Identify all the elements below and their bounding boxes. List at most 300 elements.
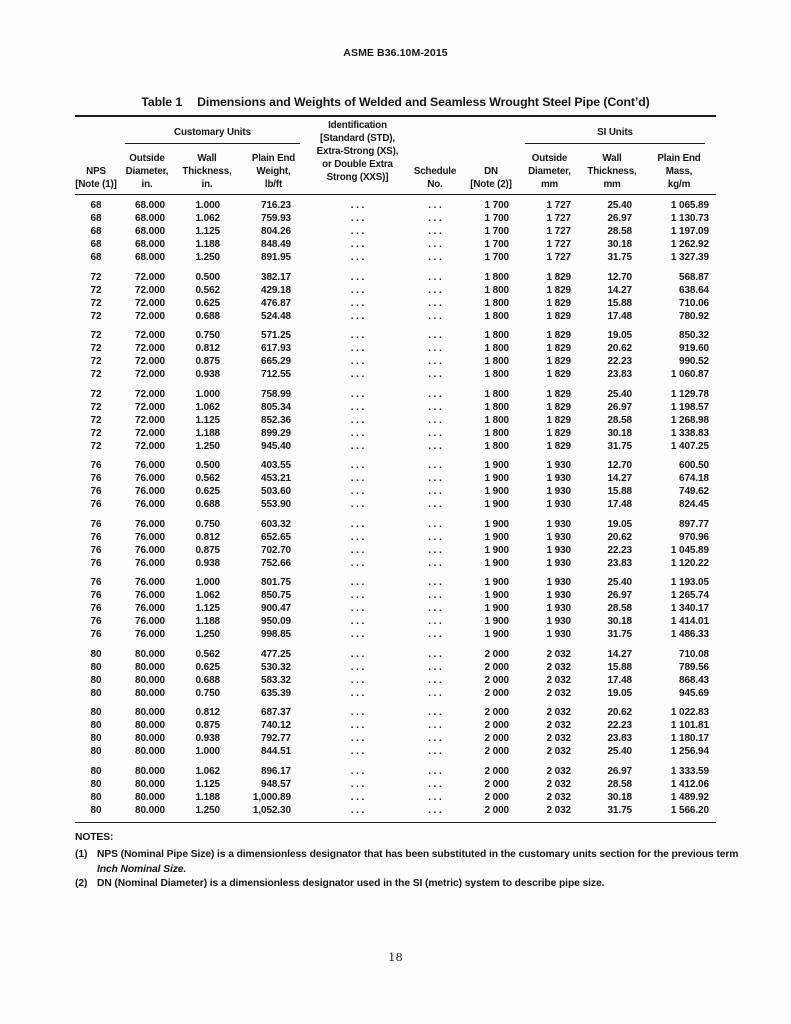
table-cell: 31.75 — [607, 440, 632, 452]
table-cell: 1 700 — [484, 226, 509, 238]
table-row — [75, 719, 716, 732]
header-dn: DN [Note (2)] — [470, 166, 512, 191]
table-cell: 30.18 — [607, 427, 632, 439]
table-cell: 503.60 — [261, 486, 291, 498]
table-cell: 1 930 — [546, 557, 571, 569]
header-wall-in: Wall Thickness, in. — [182, 153, 232, 191]
table-row — [75, 498, 716, 511]
table-cell: 674.18 — [679, 473, 709, 485]
table-cell: 22.23 — [607, 356, 632, 368]
table-cell: . . . — [350, 440, 365, 452]
table-cell: 1 930 — [546, 486, 571, 498]
table-cell: 1 340.17 — [670, 603, 709, 615]
table-cell: 1 930 — [546, 629, 571, 641]
table-cell: 568.87 — [679, 271, 709, 283]
table-row — [75, 342, 716, 355]
table-cell: 740.12 — [261, 720, 291, 732]
table-cell: . . . — [428, 460, 442, 472]
table-cell: 76 — [90, 460, 102, 472]
table-cell: 844.51 — [261, 746, 291, 758]
table-cell: 453.21 — [261, 473, 291, 485]
table-cell: 1 900 — [484, 460, 509, 472]
table-cell: 600.50 — [679, 460, 709, 472]
table-cell: 2 032 — [546, 707, 571, 719]
table-cell: 1 333.59 — [670, 765, 709, 777]
table-cell: 1 800 — [484, 369, 509, 381]
table-cell: 1.188 — [195, 239, 220, 251]
table-cell: . . . — [350, 765, 365, 777]
table-cell: 1 829 — [546, 310, 571, 322]
header-weight-lbft: Plain End Weight, lb/ft — [251, 153, 296, 191]
table-row — [75, 427, 716, 440]
table-row — [75, 557, 716, 570]
table-cell: 710.06 — [679, 297, 709, 309]
table-cell: . . . — [350, 531, 365, 543]
table-cell: 2 000 — [484, 720, 509, 732]
table-cell: 72 — [90, 330, 102, 342]
table-cell: 1 930 — [546, 616, 571, 628]
table-cell: . . . — [428, 531, 442, 543]
table-cell: 68.000 — [135, 200, 165, 212]
table-cell: 72 — [90, 310, 102, 322]
table-cell: 1 486.33 — [670, 629, 709, 641]
table-cell: 31.75 — [607, 629, 632, 641]
table-cell: 72.000 — [135, 297, 165, 309]
table-cell: 72 — [90, 356, 102, 368]
table-cell: 0.500 — [195, 460, 220, 472]
table-row — [75, 355, 716, 368]
table-cell: 0.750 — [195, 687, 220, 699]
table-cell: 1 727 — [546, 252, 571, 264]
table-cell: 76.000 — [135, 531, 165, 543]
table-cell: 780.92 — [679, 310, 709, 322]
table-row — [75, 459, 716, 472]
table-cell: 2 000 — [484, 674, 509, 686]
table-row — [75, 687, 716, 700]
table-cell: 758.99 — [261, 388, 291, 400]
table-cell: 72.000 — [135, 388, 165, 400]
table-cell: 80 — [90, 765, 102, 777]
header-wall-mm: Wall Thickness, mm — [587, 153, 637, 191]
table-cell: 72 — [90, 414, 102, 426]
table-cell: . . . — [350, 473, 365, 485]
table-cell: 28.58 — [607, 778, 632, 790]
table-cell: 80 — [90, 687, 102, 699]
table-cell: 30.18 — [607, 616, 632, 628]
table-cell: 1 930 — [546, 544, 571, 556]
table-cell: 702.70 — [261, 544, 291, 556]
table-cell: 477.25 — [261, 648, 291, 660]
table-cell: 1.250 — [195, 252, 220, 264]
table-cell: 2 032 — [546, 778, 571, 790]
table-cell: 76.000 — [135, 518, 165, 530]
table-cell: 603.32 — [261, 518, 291, 530]
table-cell: 22.23 — [607, 544, 632, 556]
table-cell: 76.000 — [135, 473, 165, 485]
table-cell: 72.000 — [135, 271, 165, 283]
table-cell: 76 — [90, 557, 102, 569]
table-cell: 652.65 — [261, 531, 291, 543]
table-row — [75, 732, 716, 745]
table-cell: 1 829 — [546, 388, 571, 400]
table-cell: 2 032 — [546, 720, 571, 732]
table-cell: 2 000 — [484, 778, 509, 790]
table-cell: 80 — [90, 778, 102, 790]
table-cell: . . . — [428, 356, 442, 368]
table-cell: 76.000 — [135, 603, 165, 615]
table-cell: . . . — [350, 486, 365, 498]
table-cell: 1 930 — [546, 473, 571, 485]
table-cell: 1.000 — [195, 200, 220, 212]
table-cell: 31.75 — [607, 252, 632, 264]
table-cell: 403.55 — [261, 460, 291, 472]
table-cell: 850.32 — [679, 330, 709, 342]
table-cell: . . . — [428, 648, 442, 660]
table-cell: 76 — [90, 499, 102, 511]
table-cell: 789.56 — [679, 661, 709, 673]
table-cell: 638.64 — [679, 284, 709, 296]
table-cell: 1 129.78 — [670, 388, 709, 400]
table-cell: 752.66 — [261, 557, 291, 569]
table-cell: 1 800 — [484, 284, 509, 296]
table-cell: 12.70 — [607, 460, 632, 472]
table-cell: 26.97 — [607, 213, 632, 225]
table-row — [75, 414, 716, 427]
table-cell: 25.40 — [607, 200, 632, 212]
table-cell: 1 829 — [546, 284, 571, 296]
table-cell: 0.812 — [195, 531, 220, 543]
table-cell: 1 829 — [546, 356, 571, 368]
table-cell: 824.45 — [679, 499, 709, 511]
table-cell: 1 566.20 — [670, 804, 709, 816]
table-cell: . . . — [350, 369, 365, 381]
table-cell: 2 032 — [546, 687, 571, 699]
table-row — [75, 778, 716, 791]
table-cell: 68 — [90, 226, 102, 238]
table-cell: 17.48 — [607, 674, 632, 686]
table-cell: 72.000 — [135, 310, 165, 322]
table-row — [75, 271, 716, 284]
table-cell: 1 327.39 — [670, 252, 709, 264]
header-si-units: SI Units — [525, 126, 705, 144]
table-cell: 1 800 — [484, 343, 509, 355]
table-cell: 998.85 — [261, 629, 291, 641]
header-customary-units: Customary Units — [125, 126, 300, 144]
table-cell: 0.812 — [195, 707, 220, 719]
table-cell: 1 727 — [546, 239, 571, 251]
table-cell: 1 900 — [484, 499, 509, 511]
table-cell: . . . — [428, 746, 442, 758]
header-schedule: Schedule No. — [413, 166, 457, 191]
table-row — [75, 368, 716, 381]
table-cell: . . . — [428, 629, 442, 641]
table-cell: 1 407.25 — [670, 440, 709, 452]
table-cell: 850.75 — [261, 590, 291, 602]
table-cell: 1,000.89 — [252, 791, 291, 803]
table-cell: . . . — [350, 343, 365, 355]
table-cell: 76.000 — [135, 557, 165, 569]
table-cell: 1 338.83 — [670, 427, 709, 439]
table-cell: 0.938 — [195, 369, 220, 381]
table-cell: 72.000 — [135, 401, 165, 413]
table-cell: 72.000 — [135, 369, 165, 381]
table-cell: 716.23 — [261, 200, 291, 212]
table-cell: 1.188 — [195, 427, 220, 439]
table-cell: 15.88 — [607, 486, 632, 498]
table-row — [75, 297, 716, 310]
table-cell: 0.812 — [195, 343, 220, 355]
table-cell: 1 120.22 — [670, 557, 709, 569]
table-cell: 68 — [90, 200, 102, 212]
table-cell: . . . — [428, 252, 442, 264]
table-cell: 897.77 — [679, 518, 709, 530]
table-cell: 72.000 — [135, 343, 165, 355]
table-cell: 76 — [90, 518, 102, 530]
table-row — [75, 648, 716, 661]
table-cell: . . . — [428, 226, 442, 238]
table-cell: 0.750 — [195, 518, 220, 530]
table-cell: 23.83 — [607, 369, 632, 381]
header-mass-kgm: Plain End Mass, kg/m — [657, 153, 701, 191]
table-cell: 1 256.94 — [670, 746, 709, 758]
table-cell: 28.58 — [607, 414, 632, 426]
table-cell: 0.875 — [195, 356, 220, 368]
table-cell: 23.83 — [607, 557, 632, 569]
table-cell: 1 930 — [546, 577, 571, 589]
table-cell: 1.250 — [195, 629, 220, 641]
table-cell: 76 — [90, 473, 102, 485]
table-cell: 1 800 — [484, 271, 509, 283]
table-cell: 72.000 — [135, 330, 165, 342]
table-cell: 2 032 — [546, 746, 571, 758]
table-cell: 12.70 — [607, 271, 632, 283]
table-cell: 22.23 — [607, 720, 632, 732]
row-group — [75, 459, 716, 511]
table-cell: 0.750 — [195, 330, 220, 342]
table-cell: 0.688 — [195, 499, 220, 511]
table-row — [75, 329, 716, 342]
table-cell: 899.29 — [261, 427, 291, 439]
table-cell: 2 000 — [484, 733, 509, 745]
table-cell: 1 414.01 — [670, 616, 709, 628]
table-cell: 2 000 — [484, 791, 509, 803]
table-row — [75, 401, 716, 414]
table-cell: 2 000 — [484, 804, 509, 816]
table-row — [75, 674, 716, 687]
table-row — [75, 544, 716, 557]
table-cell: 1 829 — [546, 414, 571, 426]
table-cell: . . . — [350, 356, 365, 368]
table-cell: 852.36 — [261, 414, 291, 426]
table-cell: 72 — [90, 388, 102, 400]
table-cell: 30.18 — [607, 791, 632, 803]
header-od-mm: Outside Diameter, mm — [528, 153, 571, 191]
table-cell: 80.000 — [135, 661, 165, 673]
table-cell: 1.062 — [195, 765, 220, 777]
table-cell: . . . — [350, 577, 365, 589]
table-cell: . . . — [350, 460, 365, 472]
table-cell: 80 — [90, 661, 102, 673]
table-cell: 635.39 — [261, 687, 291, 699]
table-cell: 759.93 — [261, 213, 291, 225]
header-od-in: Outside Diameter, in. — [125, 153, 169, 191]
table-cell: 80 — [90, 707, 102, 719]
table-cell: 1 829 — [546, 401, 571, 413]
table-cell: . . . — [428, 297, 442, 309]
table-row — [75, 615, 716, 628]
table-cell: 1 727 — [546, 200, 571, 212]
table-cell: 80.000 — [135, 733, 165, 745]
table-cell: 2 000 — [484, 746, 509, 758]
table-cell: 68.000 — [135, 239, 165, 251]
table-cell: 1.125 — [195, 603, 220, 615]
table-cell: 1 045.89 — [670, 544, 709, 556]
table-cell: 1 930 — [546, 531, 571, 543]
table-cell: . . . — [350, 616, 365, 628]
table-cell: 0.625 — [195, 661, 220, 673]
table-cell: 76 — [90, 544, 102, 556]
table-cell: 2 000 — [484, 648, 509, 660]
table-row — [75, 602, 716, 615]
table-cell: 1 829 — [546, 330, 571, 342]
table-cell: 1 800 — [484, 414, 509, 426]
table-cell: . . . — [428, 518, 442, 530]
table-cell: . . . — [428, 674, 442, 686]
table-cell: . . . — [428, 707, 442, 719]
table-cell: 1 065.89 — [670, 200, 709, 212]
table-cell: 80.000 — [135, 674, 165, 686]
table-row — [75, 212, 716, 225]
table-cell: 1 900 — [484, 590, 509, 602]
table-cell: 948.57 — [261, 778, 291, 790]
table-cell: 990.52 — [679, 356, 709, 368]
table-cell: 14.27 — [607, 284, 632, 296]
table-cell: 805.34 — [261, 401, 291, 413]
table-cell: 68.000 — [135, 213, 165, 225]
table-cell: 2 032 — [546, 648, 571, 660]
table-cell: 0.625 — [195, 486, 220, 498]
table-cell: 0.875 — [195, 720, 220, 732]
table-cell: 80.000 — [135, 765, 165, 777]
table-cell: . . . — [428, 427, 442, 439]
table-cell: 530.32 — [261, 661, 291, 673]
table-cell: 1.125 — [195, 226, 220, 238]
table-cell: 0.938 — [195, 733, 220, 745]
table-cell: 1 829 — [546, 297, 571, 309]
table-cell: 687.37 — [261, 707, 291, 719]
table-cell: 76.000 — [135, 616, 165, 628]
table-cell: 801.75 — [261, 577, 291, 589]
table-cell: . . . — [350, 746, 365, 758]
table-cell: 72 — [90, 284, 102, 296]
table-header — [75, 117, 716, 195]
table-cell: 26.97 — [607, 401, 632, 413]
table-cell: 80 — [90, 804, 102, 816]
table-cell: . . . — [350, 687, 365, 699]
table-cell: 15.88 — [607, 297, 632, 309]
table-cell: 1 727 — [546, 213, 571, 225]
table-cell: 1 700 — [484, 252, 509, 264]
table-row — [75, 238, 716, 251]
table-cell: 1 197.09 — [670, 226, 709, 238]
table-cell: 76.000 — [135, 486, 165, 498]
table-cell: 1 022.83 — [670, 707, 709, 719]
table-cell: . . . — [428, 310, 442, 322]
row-group — [75, 199, 716, 264]
table-cell: . . . — [428, 720, 442, 732]
table-cell: 1 900 — [484, 629, 509, 641]
table-cell: 1 060.87 — [670, 369, 709, 381]
table-cell: 1 900 — [484, 544, 509, 556]
table-cell: 80 — [90, 746, 102, 758]
table-cell: 76.000 — [135, 499, 165, 511]
table-cell: 2 000 — [484, 687, 509, 699]
table-cell: 1 800 — [484, 427, 509, 439]
table-cell: 749.62 — [679, 486, 709, 498]
table-cell: 2 032 — [546, 804, 571, 816]
table-cell: . . . — [350, 629, 365, 641]
table-row — [75, 310, 716, 323]
table-row — [75, 251, 716, 264]
table-cell: 1 700 — [484, 200, 509, 212]
table-cell: 76 — [90, 531, 102, 543]
table-cell: 896.17 — [261, 765, 291, 777]
table-cell: . . . — [350, 778, 365, 790]
table-cell: 945.69 — [679, 687, 709, 699]
table-cell: 17.48 — [607, 310, 632, 322]
table-cell: 1 800 — [484, 440, 509, 452]
table-row — [75, 225, 716, 238]
table-cell: 1 193.05 — [670, 577, 709, 589]
row-group — [75, 706, 716, 758]
table-cell: 1 101.81 — [670, 720, 709, 732]
table-cell: 891.95 — [261, 252, 291, 264]
table-row — [75, 706, 716, 719]
table-cell: 20.62 — [607, 531, 632, 543]
note-1-number: (1) — [75, 849, 88, 860]
table-cell: . . . — [350, 674, 365, 686]
header-identification: Identification [Standard (STD), Extra-Strong (XS), or Double Extra Strong (XXS)] — [316, 120, 399, 184]
table-cell: 617.93 — [261, 343, 291, 355]
table-cell: . . . — [350, 804, 365, 816]
table-row — [75, 485, 716, 498]
table-cell: 28.58 — [607, 603, 632, 615]
table-cell: 1.188 — [195, 791, 220, 803]
table-cell: 868.43 — [679, 674, 709, 686]
table-cell: 1 800 — [484, 310, 509, 322]
table-cell: . . . — [350, 284, 365, 296]
table-cell: . . . — [428, 687, 442, 699]
table-cell: 19.05 — [607, 687, 632, 699]
table-cell: 1 900 — [484, 518, 509, 530]
table-cell: 80 — [90, 648, 102, 660]
table-cell: . . . — [428, 473, 442, 485]
table-cell: 26.97 — [607, 590, 632, 602]
table-cell: 72 — [90, 369, 102, 381]
table-cell: 583.32 — [261, 674, 291, 686]
table-cell: . . . — [350, 297, 365, 309]
table-cell: 68.000 — [135, 252, 165, 264]
table-cell: 20.62 — [607, 343, 632, 355]
table-cell: 1.000 — [195, 388, 220, 400]
table-cell: 1 800 — [484, 330, 509, 342]
table-cell: 0.938 — [195, 557, 220, 569]
table-cell: 2 000 — [484, 707, 509, 719]
table-cell: 76.000 — [135, 577, 165, 589]
table-cell: 2 000 — [484, 661, 509, 673]
table-cell: 0.562 — [195, 473, 220, 485]
table-cell: 1 900 — [484, 557, 509, 569]
